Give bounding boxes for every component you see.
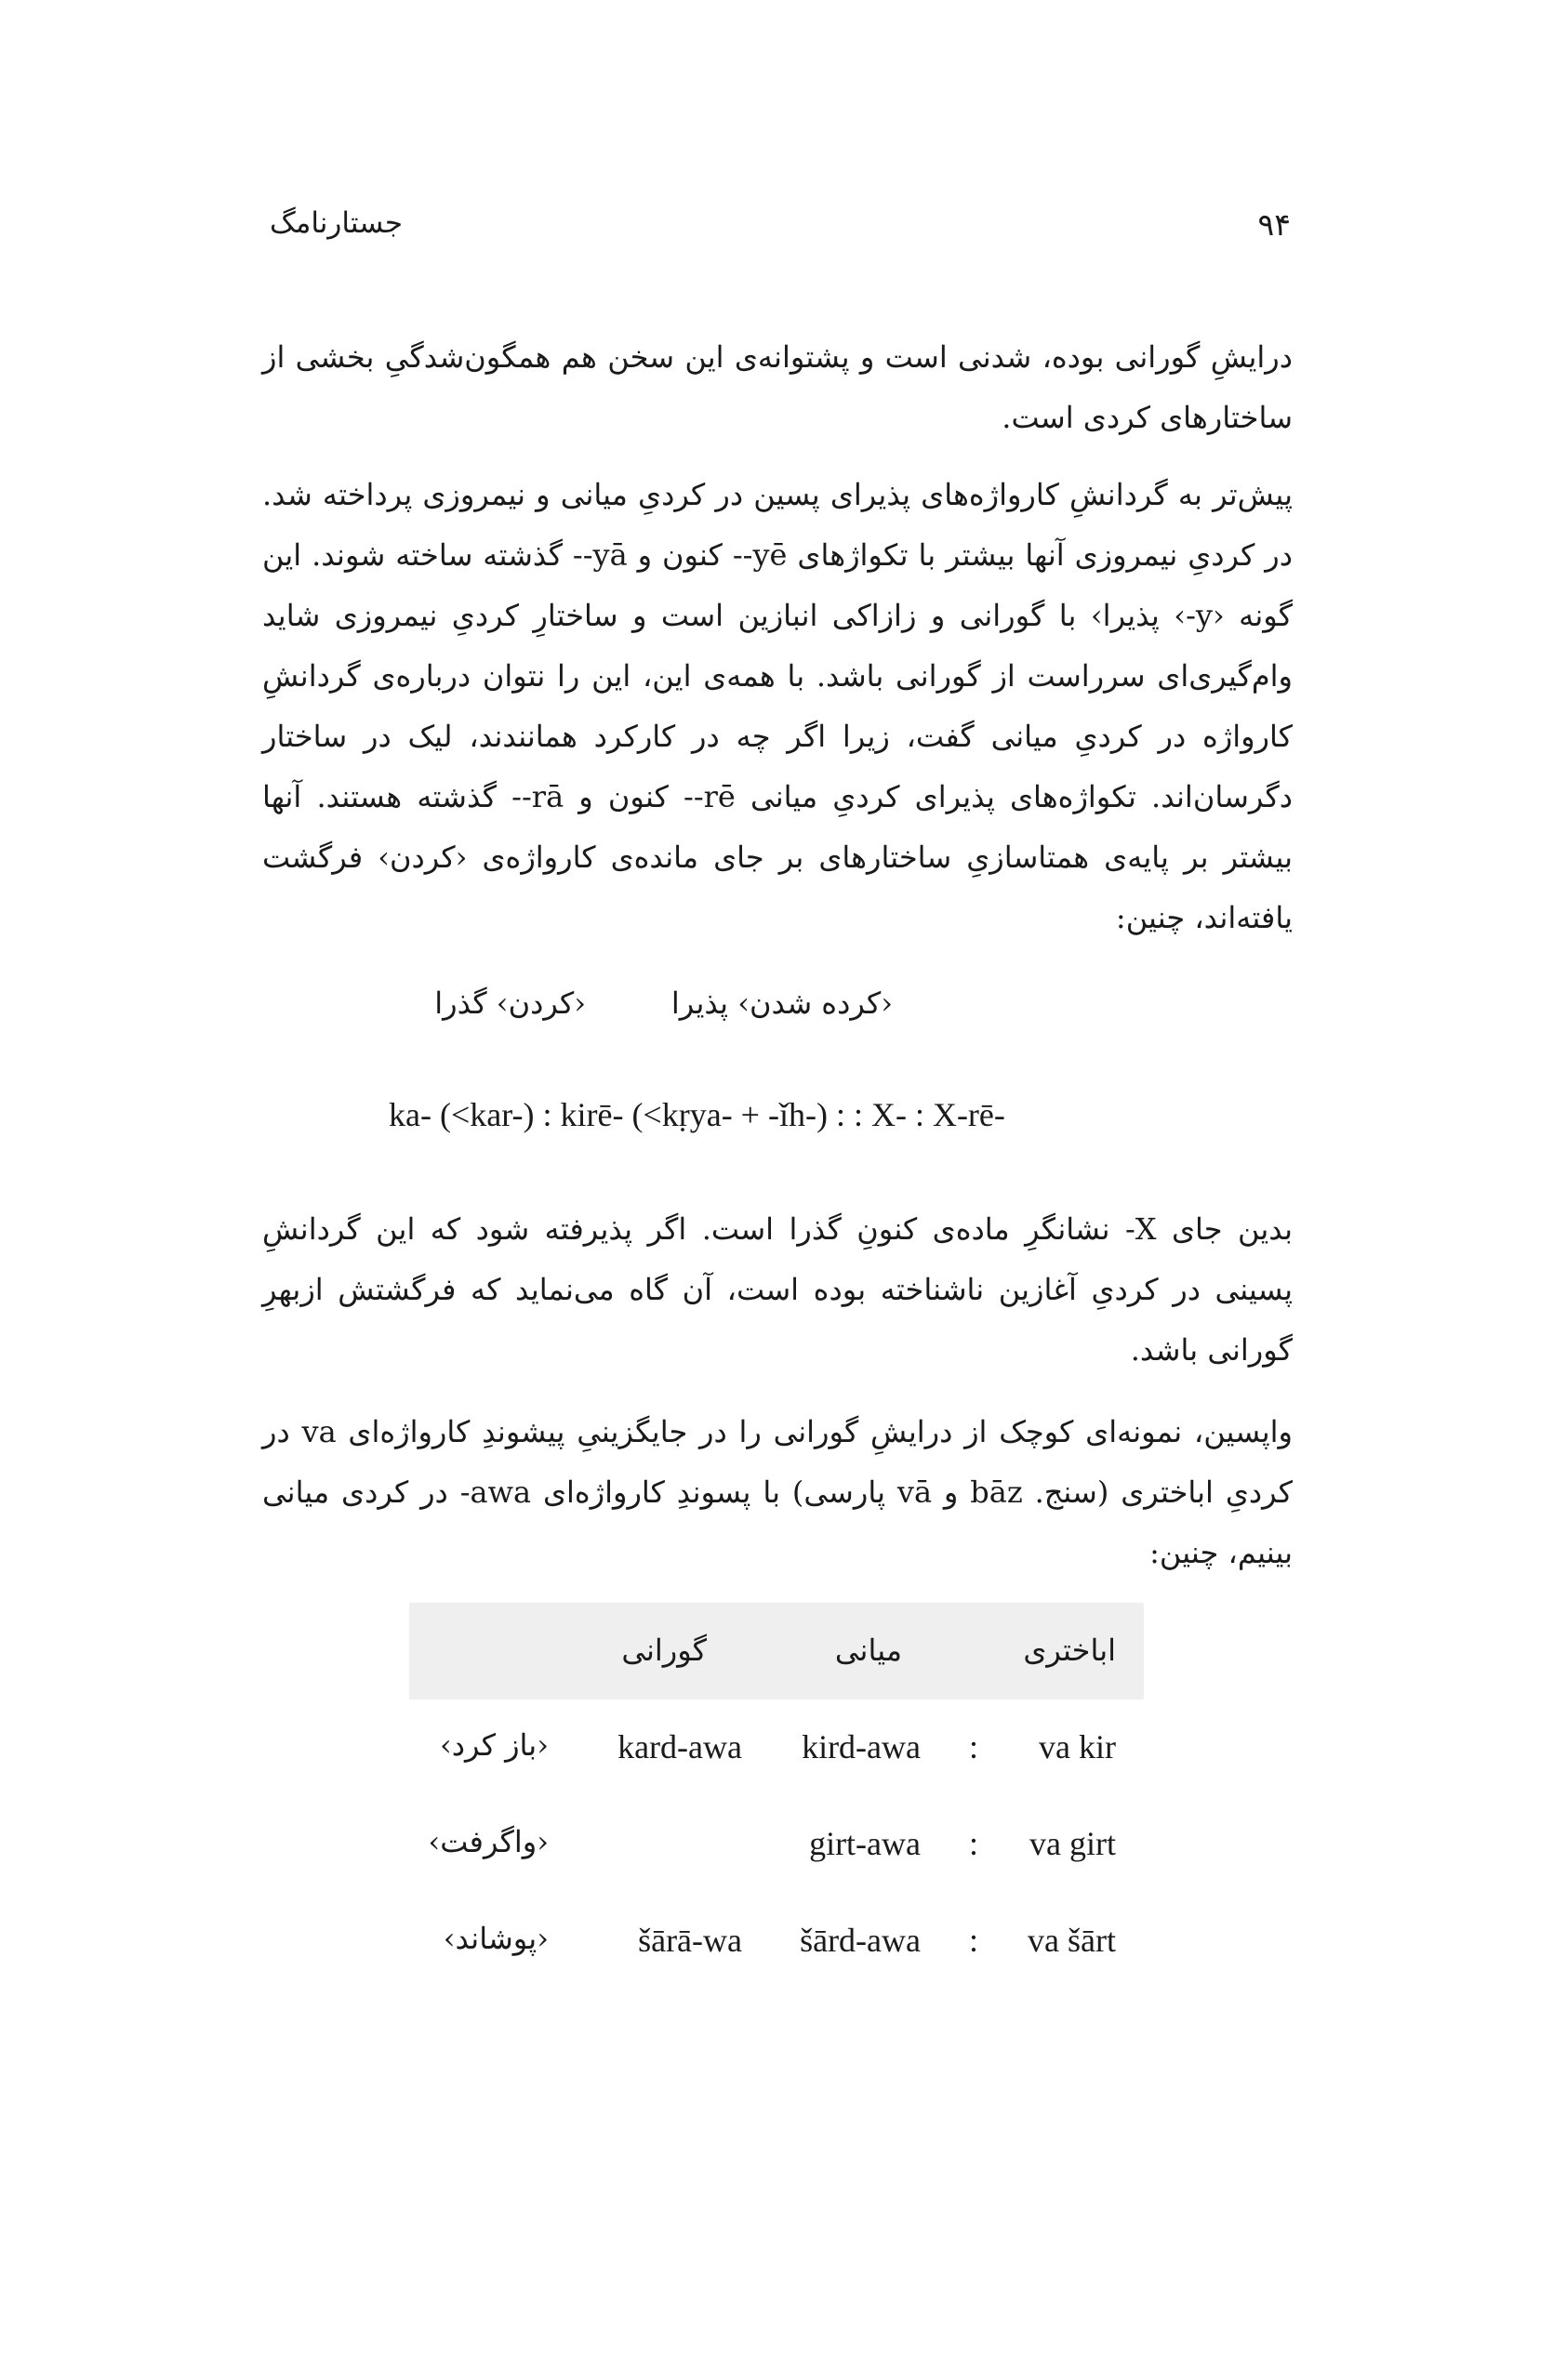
label-passive: ‹کرده شدن› پذیرا xyxy=(670,985,893,1021)
paragraph-1: درایشِ گورانی بوده، شدنی است و پشتوانه‌ی این سخن هم همگون‌شدگیِ بخشی از ساختارهای کردی است. xyxy=(262,339,1293,435)
derivation-formula: ka- (<kar-) : kirē- (<kṛya- + -ǐh-) : : X- : X-rē- xyxy=(389,1096,1005,1133)
dialect-comparison-table xyxy=(409,1603,1144,1990)
cell-gloss: ‹باز کرد› xyxy=(439,1727,549,1763)
cell-abakhtari: va kir xyxy=(1039,1728,1116,1765)
table-header xyxy=(409,1603,1144,1699)
header-abakhtari: اباختری xyxy=(1023,1633,1116,1668)
table-row xyxy=(409,1893,1144,1990)
cell-colon: : xyxy=(968,1728,978,1765)
running-header-title: جستارنامگ xyxy=(270,206,404,240)
header-gorani: گورانی xyxy=(621,1633,707,1668)
table-row xyxy=(409,1699,1144,1796)
cell-colon: : xyxy=(968,1825,978,1862)
cell-colon: : xyxy=(968,1922,978,1959)
cell-abakhtari: va šārt xyxy=(1028,1922,1116,1959)
cell-miani: girt-awa xyxy=(809,1825,921,1862)
paragraph-3: بدین جای ‎-X‎ نشانگرِ ماده‌ی کنونِ گذرا است. اگر پذیرفته شود که این گردانشِ پسینی در کردیِ آغازین ناشناخته بوده است، آن گاه می‌نماید که فرگشتش ازبهرِ گورانی باشد. xyxy=(262,1211,1294,1368)
cell-gorani: kard-awa xyxy=(617,1728,742,1765)
page-number: ۹۴ xyxy=(1257,206,1291,243)
paragraph-2: پیش‌تر به گردانشِ کارواژه‌های پذیرای پسین در کردیِ میانی و نیمروزی پرداخته شد. در کردیِ نیمروزی آنها بیشتر با تکواژهای ‎-yē‎- کنون و ‎-yā‎- گذشته ساخته شوند. این گونه ‹‎-y‎› پذیرا› با گورانی و زازاکی انبازین است و ساختارِ کردیِ نیمروزی شاید وام‌گیری‌ای سرراست از گورانی باشد. با همه‌ی این، این را نتوان درباره‌ی گردانشِ کارواژه در کردیِ میانی گفت، زیرا اگر چه در کارکرد همانندند، لیک در ساختار دگرسان‌اند. تکواژه‌های پذیرای کردیِ میانی ‎-rē‎- کنون و ‎-rā‎- گذشته هستند. آنها بیشتر بر پایه‌ی همتاسازیِ ساختارهای بر جای مانده‌ی کارواژه‌ی ‹کردن› فرگشت یافته‌اند، چنین: xyxy=(262,477,1294,935)
cell-gorani: šārā-wa xyxy=(638,1922,742,1959)
cell-gloss: ‹پوشاند› xyxy=(443,1921,549,1956)
cell-miani: kird-awa xyxy=(802,1728,921,1765)
table-row xyxy=(409,1796,1144,1893)
cell-abakhtari: va girt xyxy=(1029,1825,1116,1862)
cell-miani: šārd-awa xyxy=(800,1922,921,1959)
cell-gloss: ‹واگرفت› xyxy=(428,1824,549,1859)
header-miani: میانی xyxy=(834,1633,902,1668)
paragraph-4: واپسین، نمونه‌ای کوچک از درایشِ گورانی را در جایگزینیِ پیشوندِ کارواژه‌ای va در کردیِ اباختری (سنج. bāz و vā پارسی) با پسوندِ کارواژه‌ای ‎-awa‎ در کردی میانی بینیم، چنین: xyxy=(262,1414,1294,1570)
label-transitive: ‹کردن› گذرا xyxy=(434,985,586,1021)
